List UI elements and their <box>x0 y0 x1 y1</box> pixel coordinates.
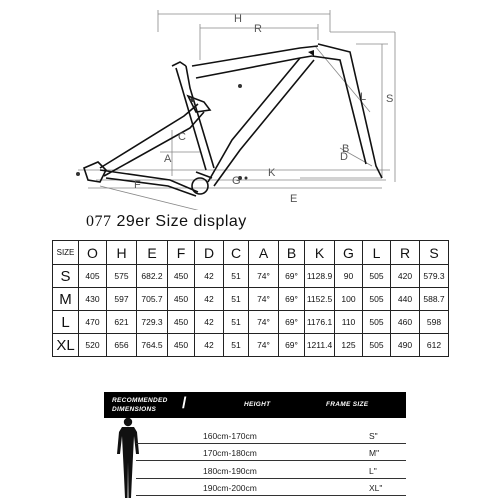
frame-geometry-diagram <box>0 0 500 210</box>
row-divider <box>136 460 406 461</box>
table-cell: 42 <box>195 265 224 288</box>
table-cell: 1176.1 <box>305 311 335 334</box>
size-cell: XL <box>53 334 79 357</box>
dim-label-h: H <box>234 13 242 25</box>
size-column-header: SIZE <box>53 241 79 265</box>
dim-label-b: B <box>342 143 350 155</box>
table-row <box>53 311 449 334</box>
dim-label-a: A <box>164 153 172 165</box>
title-text: 29er Size display <box>116 213 247 230</box>
table-cell: 51 <box>224 311 249 334</box>
size-cell: L <box>53 311 79 334</box>
column-header: F <box>168 241 195 265</box>
table-cell: 51 <box>224 265 249 288</box>
recommended-height: 160cm-170cm <box>203 431 257 441</box>
column-header: B <box>279 241 305 265</box>
table-row <box>53 288 449 311</box>
recommended-height: 180cm-190cm <box>203 466 257 476</box>
row-divider <box>136 495 406 496</box>
dim-label-d: D <box>340 151 348 163</box>
table-cell: 110 <box>335 311 363 334</box>
recommended-height: 190cm-200cm <box>203 483 257 493</box>
table-cell: 420 <box>391 265 420 288</box>
table-cell: 74° <box>249 288 279 311</box>
recommended-frame-size: M" <box>369 448 380 458</box>
dim-label-s: S <box>386 93 394 105</box>
table-cell: 505 <box>363 334 391 357</box>
row-divider <box>136 478 406 479</box>
table-cell: 450 <box>168 311 195 334</box>
table-cell: 505 <box>363 288 391 311</box>
table-row <box>53 265 449 288</box>
table-cell: 579.3 <box>420 265 449 288</box>
table-cell: 682.2 <box>137 265 168 288</box>
table-cell: 51 <box>224 288 249 311</box>
frame-emblem <box>308 50 314 56</box>
table-cell: 74° <box>249 334 279 357</box>
table-cell: 588.7 <box>420 288 449 311</box>
recommended-frame-size: L" <box>369 466 377 476</box>
dim-label-e: E <box>290 193 298 205</box>
table-cell: 505 <box>363 265 391 288</box>
height-header: HEIGHT <box>244 401 271 408</box>
table-cell: 440 <box>391 288 420 311</box>
frame-outline <box>84 44 382 196</box>
table-cell: 90 <box>335 265 363 288</box>
model-number: 077 <box>86 213 112 230</box>
table-cell: 460 <box>391 311 420 334</box>
column-header: A <box>249 241 279 265</box>
table-cell: 490 <box>391 334 420 357</box>
table-cell: 42 <box>195 288 224 311</box>
dim-label-l: L <box>360 91 367 103</box>
recommended-title-line1: RECOMMENDED <box>112 397 168 404</box>
table-row <box>53 334 449 357</box>
size-cell: S <box>53 265 79 288</box>
table-cell: 575 <box>107 265 137 288</box>
table-cell: 470 <box>79 311 107 334</box>
dim-label-r: R <box>254 23 262 35</box>
table-cell: 51 <box>224 334 249 357</box>
table-cell: 1152.5 <box>305 288 335 311</box>
column-header: H <box>107 241 137 265</box>
column-header: E <box>137 241 168 265</box>
recommended-title-line2: DIMENSIONS <box>112 406 157 413</box>
table-cell: 705.7 <box>137 288 168 311</box>
column-header: S <box>420 241 449 265</box>
frame-size-header: FRAME SIZE <box>326 401 369 408</box>
table-cell: 612 <box>420 334 449 357</box>
size-display-title <box>86 213 247 231</box>
dim-label-f: F <box>134 179 141 191</box>
recommended-height: 170cm-180cm <box>203 448 257 458</box>
table-cell: 430 <box>79 288 107 311</box>
column-header: C <box>224 241 249 265</box>
table-cell: 656 <box>107 334 137 357</box>
table-cell: 1128.9 <box>305 265 335 288</box>
column-header: G <box>335 241 363 265</box>
table-cell: 1211.4 <box>305 334 335 357</box>
table-cell: 74° <box>249 265 279 288</box>
column-header: R <box>391 241 420 265</box>
table-cell: 69° <box>279 334 305 357</box>
column-header: D <box>195 241 224 265</box>
table-cell: 764.5 <box>137 334 168 357</box>
geometry-size-table <box>52 240 449 357</box>
table-cell: 100 <box>335 288 363 311</box>
table-cell: 505 <box>363 311 391 334</box>
table-cell: 597 <box>107 288 137 311</box>
table-cell: 69° <box>279 265 305 288</box>
column-header: O <box>79 241 107 265</box>
dim-label-k: K <box>268 167 276 179</box>
table-cell: 450 <box>168 265 195 288</box>
table-cell: 405 <box>79 265 107 288</box>
recommended-frame-size: S" <box>369 431 378 441</box>
recommended-dimensions-banner <box>104 392 406 418</box>
table-cell: 520 <box>79 334 107 357</box>
table-header-row <box>53 241 449 265</box>
table-cell: 69° <box>279 311 305 334</box>
table-cell: 69° <box>279 288 305 311</box>
table-cell: 729.3 <box>137 311 168 334</box>
slash-divider: / <box>182 395 187 412</box>
size-cell: M <box>53 288 79 311</box>
recommended-frame-size: XL" <box>369 483 383 493</box>
column-header: K <box>305 241 335 265</box>
recommended-dimensions-title <box>112 396 168 414</box>
row-divider <box>136 443 406 444</box>
table-cell: 450 <box>168 288 195 311</box>
dim-label-g: G <box>232 175 241 187</box>
table-cell: 450 <box>168 334 195 357</box>
column-header: L <box>363 241 391 265</box>
table-cell: 621 <box>107 311 137 334</box>
dim-label-c: C <box>178 131 186 143</box>
table-cell: 42 <box>195 311 224 334</box>
table-cell: 74° <box>249 311 279 334</box>
table-cell: 598 <box>420 311 449 334</box>
human-figure-icon <box>108 416 148 500</box>
table-cell: 42 <box>195 334 224 357</box>
table-cell: 125 <box>335 334 363 357</box>
